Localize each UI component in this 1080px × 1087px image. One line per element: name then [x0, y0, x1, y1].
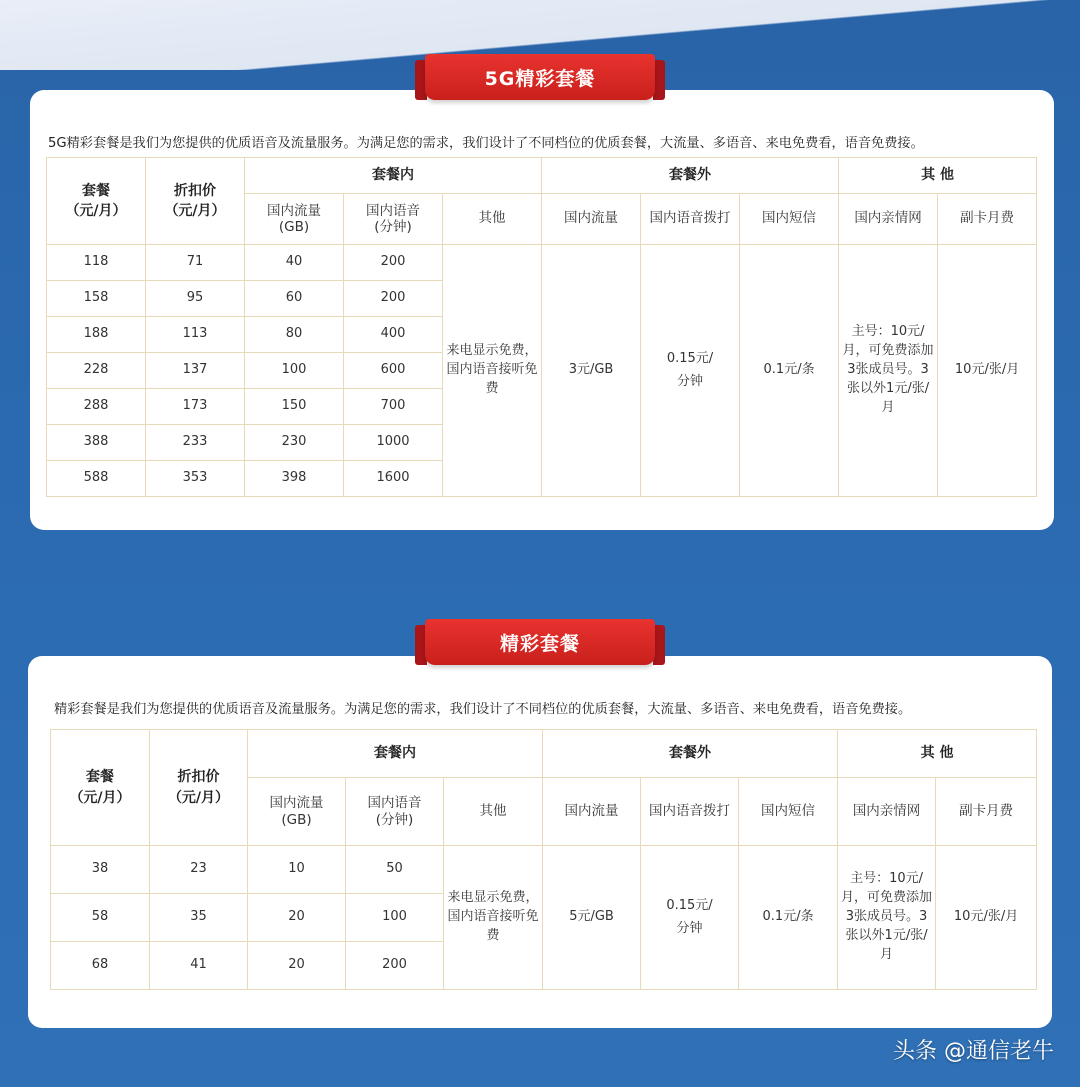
watermark-text: 头条 @通信老牛 — [893, 1039, 1054, 1064]
cell-discount: 23 — [150, 846, 248, 894]
cell-in-other-shared: 来电显示免费，国内语音接听免费 — [443, 245, 542, 497]
cell-plan: 58 — [51, 894, 150, 942]
section-title-5g: 5G精彩套餐 — [425, 54, 655, 100]
header-out-voice: 国内语音拨打 — [641, 778, 739, 846]
cell-in-other-shared: 来电显示免费，国内语音接听免费 — [444, 846, 543, 990]
section-title-standard: 精彩套餐 — [425, 619, 655, 665]
header-group-out: 套餐外 — [542, 158, 839, 194]
table-row — [51, 846, 1037, 894]
header-family: 国内亲情网 — [838, 778, 936, 846]
section-intro-standard: 精彩套餐是我们为您提供的优质语音及流量服务。为满足您的需求，我们设计了不同档位的优质套餐，大流量、多语音、来电免费看，语音免费接。 — [54, 702, 912, 717]
header-in-voice: 国内语音 (分钟) — [344, 194, 443, 245]
cell-in-data: 20 — [248, 894, 346, 942]
cell-in-data: 100 — [245, 353, 344, 389]
header-group-in: 套餐内 — [248, 730, 543, 778]
cell-in-data: 150 — [245, 389, 344, 425]
cell-out-data-shared: 3元/GB — [542, 245, 641, 497]
header-out-sms: 国内短信 — [740, 194, 839, 245]
cell-out-sms-shared: 0.1元/条 — [739, 846, 838, 990]
cell-out-voice-shared: 0.15元/ 分钟 — [641, 245, 740, 497]
header-in-data: 国内流量 (GB) — [245, 194, 344, 245]
header-out-voice: 国内语音拨打 — [641, 194, 740, 245]
header-plan: 套餐 （元/月） — [51, 730, 150, 846]
header-in-voice: 国内语音 (分钟) — [346, 778, 444, 846]
header-in-other: 其他 — [444, 778, 543, 846]
plan-table-5g — [46, 157, 1037, 497]
cell-in-voice: 200 — [344, 281, 443, 317]
cell-in-data: 398 — [245, 461, 344, 497]
cell-discount: 41 — [150, 942, 248, 990]
cell-in-data: 20 — [248, 942, 346, 990]
cell-discount: 173 — [146, 389, 245, 425]
header-group-other: 其 他 — [838, 730, 1037, 778]
header-group-in: 套餐内 — [245, 158, 542, 194]
header-family: 国内亲情网 — [839, 194, 938, 245]
header-out-data: 国内流量 — [543, 778, 641, 846]
cell-in-voice: 50 — [346, 846, 444, 894]
cell-in-data: 60 — [245, 281, 344, 317]
section-title-ribbon-standard — [425, 619, 655, 669]
cell-plan: 188 — [47, 317, 146, 353]
cell-discount: 113 — [146, 317, 245, 353]
cell-in-voice: 600 — [344, 353, 443, 389]
cell-plan: 158 — [47, 281, 146, 317]
cell-out-sms-shared: 0.1元/条 — [740, 245, 839, 497]
cell-plan: 288 — [47, 389, 146, 425]
cell-in-voice: 1600 — [344, 461, 443, 497]
header-discount: 折扣价 （元/月） — [146, 158, 245, 245]
header-sub-card: 副卡月费 — [936, 778, 1037, 846]
header-group-other: 其 他 — [839, 158, 1037, 194]
cell-in-voice: 100 — [346, 894, 444, 942]
header-out-data: 国内流量 — [542, 194, 641, 245]
cell-in-voice: 200 — [346, 942, 444, 990]
header-group-out: 套餐外 — [543, 730, 838, 778]
cell-plan: 38 — [51, 846, 150, 894]
cell-plan: 118 — [47, 245, 146, 281]
header-in-data: 国内流量 (GB) — [248, 778, 346, 846]
cell-in-data: 80 — [245, 317, 344, 353]
header-sub-card: 副卡月费 — [938, 194, 1037, 245]
section-title-ribbon-5g — [425, 54, 655, 104]
header-out-sms: 国内短信 — [739, 778, 838, 846]
section-intro-5g: 5G精彩套餐是我们为您提供的优质语音及流量服务。为满足您的需求，我们设计了不同档位的优质套餐，大流量、多语音、来电免费看，语音免费接。 — [48, 136, 924, 151]
cell-discount: 95 — [146, 281, 245, 317]
header-discount: 折扣价 （元/月） — [150, 730, 248, 846]
cell-out-voice-shared: 0.15元/ 分钟 — [641, 846, 739, 990]
plan-table-standard — [50, 729, 1037, 990]
cell-sub-card-shared: 10元/张/月 — [938, 245, 1037, 497]
header-plan: 套餐 （元/月） — [47, 158, 146, 245]
cell-in-voice: 1000 — [344, 425, 443, 461]
cell-discount: 353 — [146, 461, 245, 497]
cell-plan: 588 — [47, 461, 146, 497]
cell-sub-card-shared: 10元/张/月 — [936, 846, 1037, 990]
cell-in-voice: 200 — [344, 245, 443, 281]
cell-in-voice: 700 — [344, 389, 443, 425]
cell-discount: 71 — [146, 245, 245, 281]
cell-in-data: 10 — [248, 846, 346, 894]
cell-in-data: 40 — [245, 245, 344, 281]
cell-in-voice: 400 — [344, 317, 443, 353]
cell-plan: 68 — [51, 942, 150, 990]
cell-in-data: 230 — [245, 425, 344, 461]
cell-discount: 233 — [146, 425, 245, 461]
cell-plan: 388 — [47, 425, 146, 461]
cell-discount: 35 — [150, 894, 248, 942]
cell-plan: 228 — [47, 353, 146, 389]
cell-out-data-shared: 5元/GB — [543, 846, 641, 990]
cell-discount: 137 — [146, 353, 245, 389]
table-row — [47, 245, 1037, 281]
cell-family-shared: 主号：10元/月，可免费添加3张成员号。3张以外1元/张/月 — [838, 846, 936, 990]
header-in-other: 其他 — [443, 194, 542, 245]
cell-family-shared: 主号：10元/月，可免费添加3张成员号。3张以外1元/张/月 — [839, 245, 938, 497]
